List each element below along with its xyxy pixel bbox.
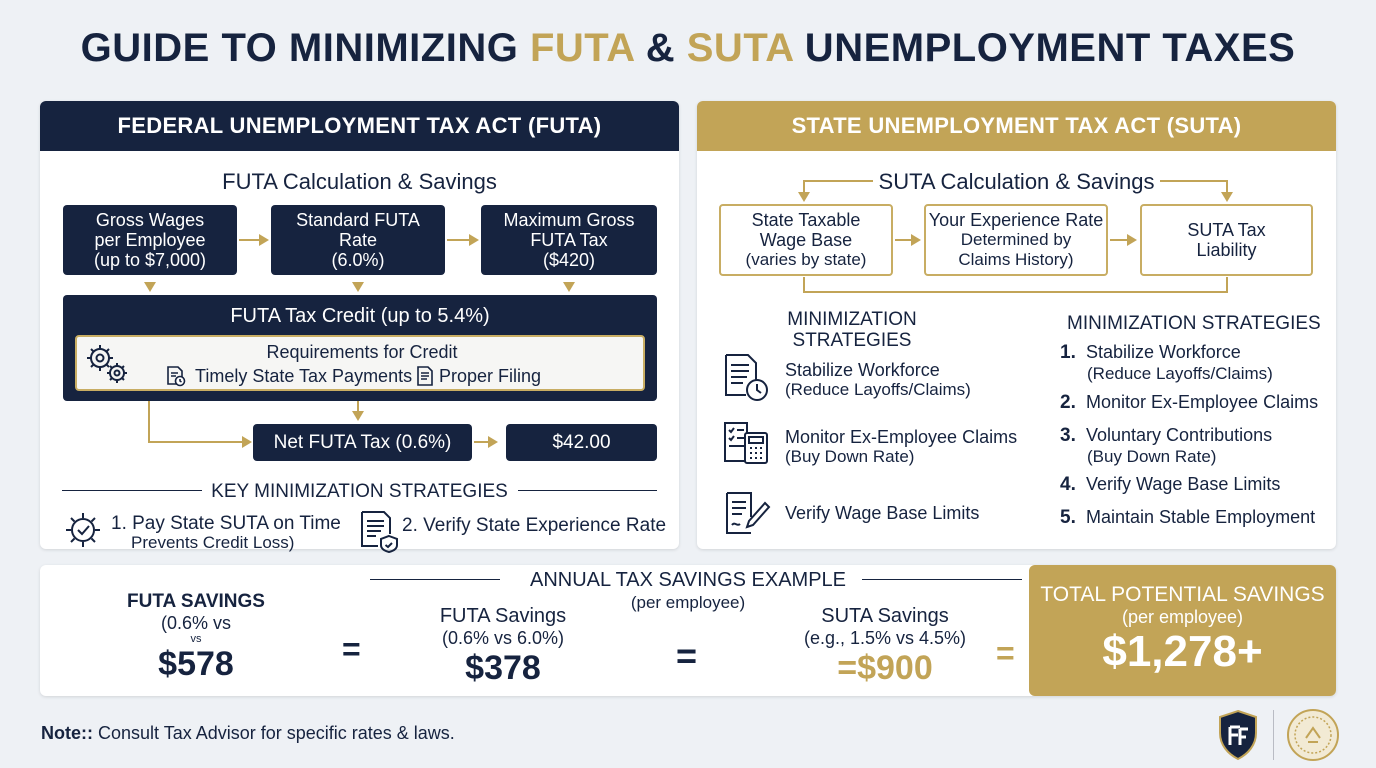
- futa-box2-line1: Standard FUTA: [296, 210, 420, 230]
- savings-col1-line2: (0.6% vs: [160, 613, 232, 633]
- futa-connector-left-horizontal: [148, 441, 242, 443]
- suta-left-item-1: Stabilize Workforce: [785, 360, 940, 380]
- savings-subtitle: (per employee): [630, 593, 746, 612]
- key-strategy-1-detail: Prevents Credit Loss): [131, 533, 295, 552]
- suta-liability-box: [1140, 204, 1313, 276]
- suta-arrow-head-1: [911, 234, 921, 246]
- futa-connector-left-arrow: [242, 436, 252, 448]
- suta-loop-right-h: [1160, 180, 1228, 182]
- futa-header: FEDERAL UNEMPLOYMENT TAX ACT (FUTA): [40, 101, 679, 151]
- suta-right-item-5-label: Maintain Stable Employment: [1086, 507, 1316, 527]
- net-futa-value-box: [506, 424, 657, 461]
- suta-experience-rate-box: [924, 204, 1108, 276]
- title-suta: SUTA: [686, 26, 794, 70]
- suta-right-item-3-label: Voluntary Contributions: [1086, 425, 1273, 445]
- net-futa-value: $42.00: [552, 431, 611, 453]
- futa-down-arrow-2: [352, 282, 364, 292]
- suta-right-item-3-detail: (Buy Down Rate): [1087, 447, 1217, 466]
- savings-col3-label: SUTA Savings: [821, 605, 949, 627]
- suta-right-item-2-label: Monitor Ex-Employee Claims: [1086, 392, 1319, 412]
- suta-left-item-3: Verify Wage Base Limits: [785, 503, 980, 523]
- futa-arrow-line-2: [447, 239, 469, 241]
- futa-connector-center-arrow: [352, 411, 364, 421]
- futa-down-arrow-3: [563, 282, 575, 292]
- suta-right-item-2-num: 2.: [1060, 392, 1076, 413]
- suta-loop-right-arrow: [1221, 192, 1233, 202]
- savings-col2-label: FUTA Savings: [439, 605, 567, 627]
- suta-right-item-5-num: 5.: [1060, 507, 1076, 528]
- document-shield-icon: [358, 509, 400, 553]
- futa-gross-wages-box: [63, 205, 237, 275]
- futa-credit-title: FUTA Tax Credit (up to 5.4%): [230, 305, 490, 327]
- total-savings-box: [1029, 565, 1336, 696]
- suta-left-title-line2: STRATEGIES: [792, 330, 912, 351]
- savings-col-suta: [760, 605, 1010, 687]
- net-futa-tax-box: [253, 424, 472, 461]
- suta-box2-line3: Claims History): [958, 250, 1074, 269]
- suta-arrow-head-2: [1127, 234, 1137, 246]
- suta-box2-line2: Determined by: [960, 230, 1072, 249]
- suta-subtitle: SUTA Calculation & Savings: [878, 169, 1155, 194]
- suta-wage-base-box: [719, 204, 893, 276]
- savings-title: ANNUAL TAX SAVINGS EXAMPLE: [529, 569, 847, 591]
- seal-logo-icon: [1286, 708, 1340, 762]
- key-strategy-2: 2. Verify State Experience Rate: [402, 515, 667, 536]
- savings-col3-value: =$900: [837, 649, 933, 687]
- suta-right-item-3-num: 3.: [1060, 425, 1076, 446]
- futa-down-arrow-1: [144, 282, 156, 292]
- requirement-timely-payments: Timely State Tax Payments: [195, 366, 413, 386]
- key-strategies-title: KEY MINIMIZATION STRATEGIES: [211, 481, 508, 502]
- futa-box1-line1: Gross Wages: [95, 210, 205, 230]
- suta-right-item-5: [1060, 507, 1315, 529]
- suta-box3-line1: SUTA Tax: [1187, 220, 1266, 240]
- requirement-proper-filing: Proper Filing: [439, 366, 542, 386]
- suta-right-item-4-label: Verify Wage Base Limits: [1086, 474, 1281, 494]
- futa-subtitle: FUTA Calculation & Savings: [222, 169, 497, 194]
- suta-left-title-line1: MINIMIZATION: [787, 309, 917, 330]
- footer-note-text: Consult Tax Advisor for specific rates & laws.: [93, 723, 455, 743]
- document-icon: [415, 365, 435, 387]
- savings-col-futa: [388, 605, 618, 687]
- document-pen-icon: [721, 489, 773, 539]
- suta-box1-line3: (varies by state): [745, 250, 867, 269]
- title-amp: &: [634, 26, 687, 70]
- futa-net-arrow-line: [474, 441, 488, 443]
- suta-right-item-1-detail: (Reduce Layoffs/Claims): [1087, 364, 1273, 383]
- suta-box1-line2: Wage Base: [759, 230, 853, 250]
- title-part1: GUIDE TO MINIMIZING: [80, 26, 530, 70]
- suta-left-item-2-detail: (Buy Down Rate): [785, 447, 915, 466]
- futa-arrow-head-2: [469, 234, 479, 246]
- futa-max-tax-box: [481, 205, 657, 275]
- key-strategies-rule-right: [518, 490, 657, 491]
- futa-panel: [40, 101, 679, 552]
- suta-box3-line2: Liability: [1196, 240, 1257, 260]
- total-savings-subtitle: (per employee): [1121, 607, 1244, 627]
- futa-box3-line2: FUTA Tax: [530, 230, 608, 250]
- calculator-checklist-icon: [721, 419, 773, 467]
- savings-equals-2: =: [676, 635, 698, 676]
- savings-col2-value: $378: [465, 649, 541, 687]
- savings-equals-3: =: [996, 635, 1015, 671]
- suta-loop-left-v: [803, 180, 805, 192]
- futa-arrow-head-1: [259, 234, 269, 246]
- page-title: [0, 26, 1376, 71]
- suta-box1-line1: State Taxable: [751, 210, 861, 230]
- document-clock-icon-large: [721, 352, 773, 404]
- futa-connector-left-vertical: [148, 401, 150, 442]
- savings-col1-line3: vs: [190, 633, 202, 645]
- futa-box1-line3: (up to $7,000): [93, 250, 207, 270]
- document-clock-icon: [165, 365, 187, 387]
- suta-feedback-right-v: [1226, 277, 1228, 293]
- savings-rule-right: [862, 579, 1022, 580]
- futa-box2-line3: (6.0%): [331, 250, 385, 270]
- suta-right-item-3: [1060, 425, 1272, 467]
- suta-right-item-2: [1060, 392, 1318, 414]
- suta-arrow-line-2: [1110, 239, 1127, 241]
- futa-box3-line1: Maximum Gross: [503, 210, 635, 230]
- savings-col2-line2: (0.6% vs 6.0%): [441, 628, 565, 648]
- suta-header: STATE UNEMPLOYMENT TAX ACT (SUTA): [697, 101, 1336, 151]
- suta-right-item-1-label: Stabilize Workforce: [1086, 342, 1241, 362]
- key-strategy-1: 1. Pay State SUTA on Time: [111, 513, 341, 534]
- savings-col-futa-summary: [76, 591, 316, 683]
- suta-left-item-1-detail: (Reduce Layoffs/Claims): [785, 380, 971, 399]
- net-futa-label: Net FUTA Tax (0.6%): [273, 431, 452, 453]
- suta-loop-right-v: [1226, 180, 1228, 192]
- savings-equals-1: =: [342, 631, 361, 667]
- footer-note: [41, 723, 455, 744]
- logo-divider: [1273, 710, 1274, 760]
- suta-right-strategies-title: MINIMIZATION STRATEGIES: [1067, 313, 1321, 334]
- savings-col1-label: FUTA SAVINGS: [127, 591, 265, 612]
- title-futa: FUTA: [529, 26, 635, 70]
- suta-box2-line1: Your Experience Rate: [928, 210, 1104, 230]
- futa-box3-line3: ($420): [542, 250, 596, 270]
- suta-right-item-4-num: 4.: [1060, 474, 1076, 495]
- shield-logo-icon: [1216, 709, 1260, 761]
- total-savings-value: $1,278+: [1102, 627, 1263, 676]
- requirements-title: Requirements for Credit: [266, 342, 458, 362]
- futa-credit-box: [63, 295, 657, 401]
- suta-right-item-1: [1060, 342, 1273, 384]
- suta-loop-left-h: [803, 180, 873, 182]
- futa-box1-line2: per Employee: [94, 230, 206, 250]
- futa-arrow-line-1: [239, 239, 259, 241]
- suta-right-item-4: [1060, 474, 1280, 496]
- suta-loop-left-arrow: [798, 192, 810, 202]
- total-savings-label: TOTAL POTENTIAL SAVINGS: [1040, 583, 1325, 606]
- savings-col3-line2: (e.g., 1.5% vs 4.5%): [803, 628, 967, 648]
- futa-requirements-box: [75, 335, 645, 391]
- suta-right-item-1-num: 1.: [1060, 342, 1076, 363]
- suta-arrow-line-1: [895, 239, 911, 241]
- futa-net-arrow-head: [488, 436, 498, 448]
- suta-left-item-2: Monitor Ex-Employee Claims: [785, 427, 1018, 447]
- savings-col1-value: $578: [158, 645, 234, 683]
- gear-check-icon: [62, 509, 104, 551]
- footer-note-label: Note::: [41, 723, 93, 743]
- suta-feedback-h: [803, 291, 1228, 293]
- suta-left-strategies-title: [752, 309, 952, 351]
- futa-box2-line2: Rate: [338, 230, 378, 250]
- futa-standard-rate-box: [271, 205, 445, 275]
- suta-panel: [697, 101, 1336, 549]
- title-part2: UNEMPLOYMENT TAXES: [793, 26, 1296, 70]
